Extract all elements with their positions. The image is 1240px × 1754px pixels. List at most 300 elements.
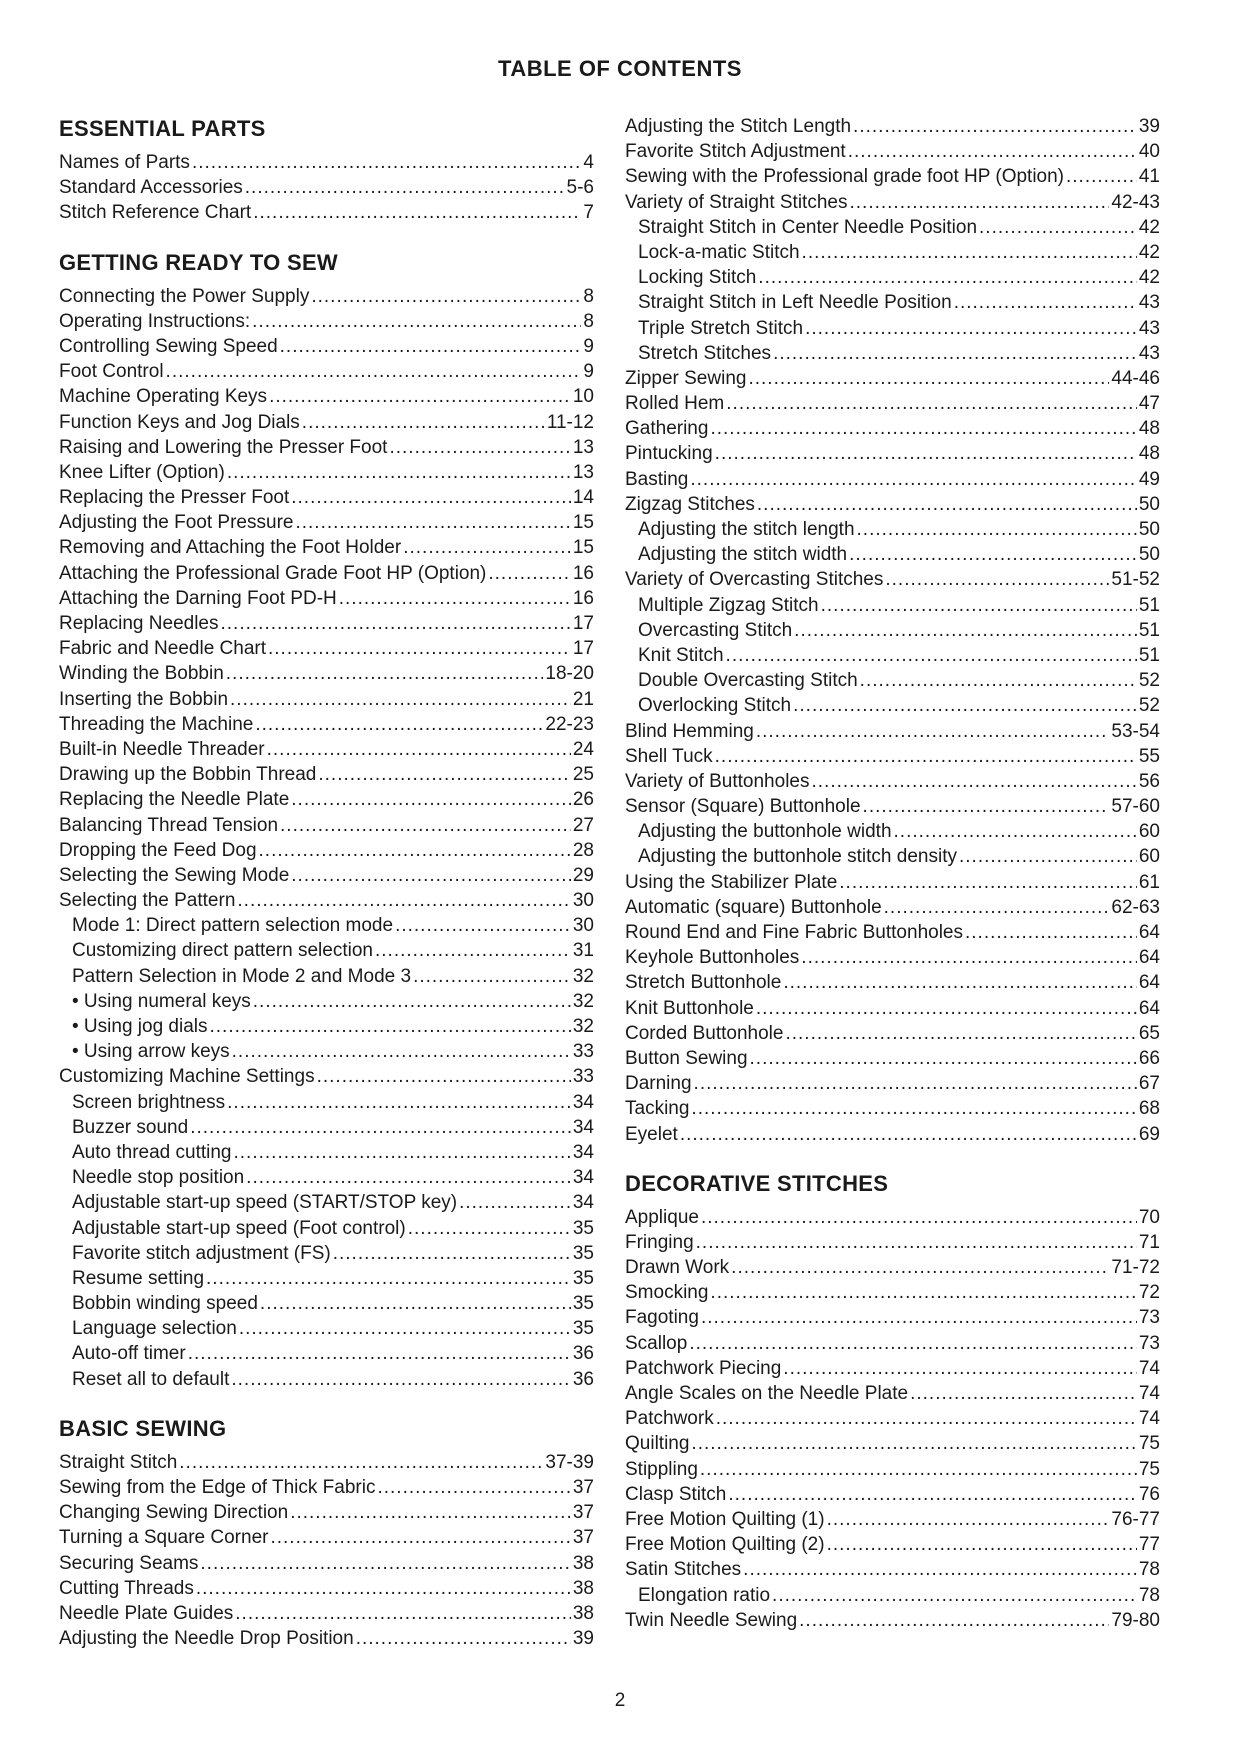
toc-entry-page: 25 (572, 764, 594, 786)
toc-entry[interactable] (625, 1122, 1160, 1147)
toc-entry-title: Variety of Overcasting Stitches (625, 569, 884, 591)
dot-leader (793, 693, 1137, 718)
dot-leader (979, 215, 1137, 240)
toc-entry-page: 37 (572, 1502, 594, 1524)
toc-entry-page: 38 (572, 1602, 594, 1624)
toc-entry[interactable] (625, 1406, 1160, 1431)
toc-entry[interactable] (59, 384, 594, 409)
toc-entry-title: Drawing up the Bobbin Thread (59, 764, 317, 786)
toc-entry-title: Lock-a-matic Stitch (638, 241, 800, 263)
toc-entry[interactable] (59, 1165, 594, 1190)
toc-entry[interactable] (59, 200, 594, 225)
toc-entry[interactable] (625, 618, 1160, 643)
toc-entry-title: Overlocking Stitch (638, 695, 792, 717)
dot-leader (965, 920, 1137, 945)
toc-entry-page: 38 (572, 1577, 594, 1599)
section-heading: DECORATIVE STITCHES (625, 1170, 889, 1196)
dot-leader (885, 567, 1109, 592)
toc-entry[interactable] (625, 1583, 1160, 1608)
dot-leader (954, 290, 1137, 315)
dot-leader (206, 1266, 571, 1291)
toc-entry-title: Tacking (625, 1098, 690, 1120)
toc-entry-title: Attaching the Darning Foot PD-H (59, 587, 337, 609)
toc-entry[interactable] (625, 819, 1160, 844)
toc-entry-title: Dropping the Feed Dog (59, 839, 257, 861)
toc-entry[interactable] (625, 1280, 1160, 1305)
toc-entry[interactable] (59, 661, 594, 686)
dot-leader (689, 1331, 1137, 1356)
toc-entry-title: Replacing Needles (59, 613, 219, 634)
toc-entry-page: 39 (1138, 116, 1160, 137)
toc-entry-page: 42 (1138, 216, 1160, 238)
toc-entry-page: 11-12 (546, 411, 594, 433)
toc-entry-title: Attaching the Professional Grade Foot HP (Option) (59, 562, 487, 584)
toc-entry[interactable] (59, 1291, 594, 1316)
toc-entry[interactable] (625, 1482, 1160, 1507)
toc-entry-title: Securing Seams (59, 1552, 199, 1574)
toc-entry[interactable] (59, 359, 594, 384)
toc-entry-title: Connecting the Power Supply (59, 285, 310, 307)
toc-entry[interactable] (625, 215, 1160, 240)
toc-entry[interactable] (59, 1500, 594, 1525)
toc-entry-title: Balancing Thread Tension (59, 814, 279, 836)
toc-entry[interactable] (625, 265, 1160, 290)
toc-entry-title: Using the Stabilizer Plate (625, 871, 838, 893)
toc-entry-page: 71-72 (1111, 1257, 1160, 1279)
toc-entry-title: Eyelet (625, 1123, 678, 1145)
toc-entry-page: 7 (583, 202, 594, 224)
toc-entry-title: Auto thread cutting (72, 1141, 232, 1163)
dot-leader (280, 334, 582, 359)
toc-entry[interactable] (625, 1096, 1160, 1121)
dot-leader (691, 1431, 1136, 1456)
page-title: TABLE OF CONTENTS (498, 56, 742, 81)
toc-entry[interactable] (59, 1626, 594, 1651)
toc-entry-page: 42 (1138, 241, 1160, 263)
dot-leader (700, 1457, 1137, 1482)
dot-leader (757, 492, 1137, 517)
toc-entry[interactable] (625, 1608, 1160, 1633)
toc-entry[interactable] (625, 1431, 1160, 1456)
dot-leader (196, 1576, 571, 1601)
dot-leader (827, 1507, 1110, 1532)
toc-entry-page: 18-20 (545, 663, 594, 685)
toc-entry-title: Quilting (625, 1433, 690, 1455)
toc-entry[interactable] (59, 284, 594, 309)
toc-entry[interactable] (59, 1241, 594, 1266)
toc-entry-page: 33 (572, 1066, 594, 1088)
toc-entry[interactable] (625, 593, 1160, 618)
toc-entry[interactable] (59, 611, 594, 636)
toc-entry-page: 48 (1138, 418, 1160, 440)
toc-entry-title: Basting (625, 468, 689, 490)
toc-entry-page: 64 (1138, 947, 1160, 969)
toc-entry[interactable] (59, 888, 594, 913)
toc-entry-page: 39 (572, 1628, 594, 1650)
toc-entry-page: 73 (1138, 1332, 1160, 1354)
toc-entry-page: 37 (572, 1527, 594, 1549)
dot-leader (302, 410, 545, 435)
toc-entry[interactable] (59, 435, 594, 460)
toc-entry-page: 70 (1138, 1206, 1160, 1228)
toc-entry-title: Replacing the Needle Plate (59, 789, 290, 811)
toc-entry[interactable] (59, 309, 594, 334)
toc-entry-title: Screen brightness (72, 1091, 226, 1113)
toc-entry-page: 71 (1138, 1231, 1160, 1253)
toc-left-column (59, 114, 594, 1673)
toc-entry[interactable] (625, 1230, 1160, 1255)
toc-entry-title: Darning (625, 1073, 692, 1095)
toc-entry[interactable] (59, 1525, 594, 1550)
toc-entry-title: Auto-off timer (72, 1343, 186, 1365)
toc-entry-page: 53-54 (1111, 720, 1160, 742)
dot-leader (253, 989, 571, 1014)
dot-leader (259, 838, 571, 863)
toc-entry-title: Foot Control (59, 361, 164, 383)
toc-entry-title: Fagoting (625, 1307, 699, 1329)
toc-entry-page: 5-6 (566, 177, 594, 199)
dot-leader (166, 359, 582, 384)
toc-entry-page: 26 (572, 789, 594, 811)
toc-entry-page: 17 (572, 613, 594, 634)
dot-leader (291, 863, 571, 888)
toc-entry[interactable] (625, 164, 1160, 189)
toc-entry-page: 60 (1138, 821, 1160, 843)
toc-entry[interactable] (625, 1557, 1160, 1582)
toc-entry-title: Locking Stitch (638, 267, 757, 289)
toc-entry[interactable] (625, 1381, 1160, 1406)
toc-entry-page: 48 (1138, 443, 1160, 465)
toc-entry-page: 44-46 (1111, 367, 1160, 389)
toc-entry[interactable] (59, 863, 594, 888)
toc-entry[interactable] (625, 441, 1160, 466)
toc-entry[interactable] (625, 668, 1160, 693)
toc-entry[interactable] (625, 870, 1160, 895)
toc-entry-title: Button Sewing (625, 1047, 748, 1069)
toc-entry[interactable] (59, 989, 594, 1014)
toc-entry[interactable] (59, 964, 594, 989)
toc-entry[interactable] (625, 190, 1160, 215)
toc-entry-title: Shell Tuck (625, 745, 713, 767)
toc-entry[interactable] (59, 838, 594, 863)
toc-entry-title: Customizing direct pattern selection (72, 940, 373, 962)
toc-entry-title: Twin Needle Sewing (625, 1609, 798, 1631)
dot-leader (731, 1255, 1109, 1280)
toc-entry-title: Adjustable start-up speed (START/STOP key) (72, 1192, 458, 1214)
dot-leader (226, 661, 544, 686)
toc-entry-title: Gathering (625, 418, 709, 440)
toc-entry[interactable] (625, 1205, 1160, 1230)
dot-leader (270, 1525, 570, 1550)
toc-entry-title: Variety of Straight Stitches (625, 191, 848, 213)
dot-leader (234, 1140, 571, 1165)
toc-entry[interactable] (59, 150, 594, 175)
toc-entry[interactable] (625, 1331, 1160, 1356)
dot-leader (758, 265, 1137, 290)
toc-entry[interactable] (59, 410, 594, 435)
toc-entry-page: 47 (1138, 393, 1160, 415)
toc-entry-title: • Using arrow keys (72, 1041, 230, 1063)
toc-entry[interactable] (625, 391, 1160, 416)
toc-entry[interactable] (59, 1341, 594, 1366)
toc-entry-page: 8 (583, 310, 594, 332)
toc-entry[interactable] (59, 762, 594, 787)
toc-entry-page: 10 (572, 386, 594, 408)
toc-entry-title: Variety of Buttonholes (625, 770, 810, 792)
dot-leader (339, 586, 571, 611)
toc-entry[interactable] (625, 895, 1160, 920)
toc-entry-page: 32 (572, 1016, 594, 1037)
dot-leader (750, 1046, 1137, 1071)
toc-entry[interactable] (625, 970, 1160, 995)
toc-entry[interactable] (59, 586, 594, 611)
toc-entry[interactable] (59, 1064, 594, 1089)
toc-entry[interactable] (59, 737, 594, 762)
toc-entry-page: 49 (1138, 468, 1160, 490)
toc-entry-title: Standard Accessories (59, 177, 243, 199)
section-heading: BASIC SEWING (59, 1415, 227, 1441)
toc-entry[interactable] (59, 334, 594, 359)
toc-entry-page: 15 (572, 537, 594, 559)
dot-leader (1066, 164, 1137, 189)
dot-leader (232, 1039, 571, 1064)
dot-leader (805, 316, 1137, 341)
toc-entry[interactable] (59, 1090, 594, 1115)
toc-entry-page: 30 (572, 890, 594, 912)
toc-section-decorative-stitches (625, 1169, 1160, 1633)
toc-entry[interactable] (59, 1551, 594, 1576)
toc-entry-page: 60 (1138, 846, 1160, 868)
toc-entry-title: Bobbin winding speed (72, 1293, 258, 1315)
toc-entry[interactable] (59, 636, 594, 661)
toc-entry[interactable] (625, 542, 1160, 567)
toc-entry[interactable] (625, 1305, 1160, 1330)
dot-leader (701, 1205, 1137, 1230)
toc-entry[interactable] (625, 366, 1160, 391)
toc-entry-page: 31 (572, 940, 594, 962)
toc-entry[interactable] (59, 1576, 594, 1601)
toc-entry[interactable] (625, 996, 1160, 1021)
toc-entry[interactable] (59, 913, 594, 938)
toc-entry[interactable] (625, 643, 1160, 668)
toc-entry[interactable] (625, 920, 1160, 945)
toc-entry-title: Machine Operating Keys (59, 386, 268, 408)
dot-leader (748, 366, 1109, 391)
toc-entry-page: 27 (572, 814, 594, 836)
dot-leader (694, 1071, 1137, 1096)
dot-leader (413, 964, 571, 989)
dot-leader (715, 744, 1137, 769)
toc-entry-page: 13 (572, 461, 594, 483)
toc-entry-title: Turning a Square Corner (59, 1527, 269, 1549)
toc-entry[interactable] (59, 1601, 594, 1626)
toc-entry-title: Operating Instructions: (59, 310, 251, 332)
toc-entry[interactable] (625, 240, 1160, 265)
toc-entry[interactable] (625, 1071, 1160, 1096)
toc-entry[interactable] (59, 1367, 594, 1392)
toc-entry-page: 17 (572, 638, 594, 660)
toc-entry-page: 69 (1138, 1123, 1160, 1145)
toc-entry[interactable] (59, 1450, 594, 1475)
toc-entry[interactable] (625, 1532, 1160, 1557)
page-number: 2 (614, 1690, 626, 1711)
toc-entry[interactable] (59, 1014, 594, 1039)
toc-entry[interactable] (625, 794, 1160, 819)
toc-entry[interactable] (625, 567, 1160, 592)
toc-entry[interactable] (625, 139, 1160, 164)
toc-entry[interactable] (625, 316, 1160, 341)
toc-entry-page: 38 (572, 1552, 594, 1574)
dot-leader (188, 1341, 571, 1366)
dot-leader (848, 139, 1137, 164)
toc-entry-page: 28 (572, 839, 594, 861)
dot-leader (190, 1115, 571, 1140)
toc-entry-page: 35 (572, 1293, 594, 1315)
toc-right-column (625, 114, 1160, 1655)
toc-entry-page: 8 (583, 285, 594, 307)
toc-entry[interactable] (59, 1039, 594, 1064)
toc-entry-page: 62-63 (1111, 896, 1160, 918)
dot-leader (253, 200, 581, 225)
toc-entry[interactable] (625, 1507, 1160, 1532)
toc-entry[interactable] (59, 460, 594, 485)
toc-entry-title: Clasp Stitch (625, 1483, 727, 1505)
toc-entry-title: Knit Buttonhole (625, 997, 754, 1019)
toc-entry-page: 37 (572, 1477, 594, 1498)
toc-entry-title: Buzzer sound (72, 1116, 189, 1138)
toc-entry-title: Double Overcasting Stitch (638, 670, 858, 692)
toc-entry-page: 50 (1138, 493, 1160, 515)
toc-entry-title: Stretch Stitches (638, 342, 772, 364)
toc-entry[interactable] (625, 114, 1160, 139)
dot-leader (863, 794, 1110, 819)
toc-entry[interactable] (625, 492, 1160, 517)
toc-entry[interactable] (59, 561, 594, 586)
toc-entry[interactable] (625, 1255, 1160, 1280)
toc-entry[interactable] (59, 535, 594, 560)
toc-entry[interactable] (59, 510, 594, 535)
toc-entry[interactable] (625, 693, 1160, 718)
toc-entry[interactable] (59, 787, 594, 812)
toc-entry-page: 43 (1138, 317, 1160, 339)
toc-entry-title: Patchwork (625, 1408, 714, 1430)
toc-entry-title: Adjusting the Stitch Length (625, 116, 852, 137)
toc-entry[interactable] (625, 467, 1160, 492)
toc-entry[interactable] (625, 416, 1160, 441)
toc-entry-title: • Using jog dials (72, 1016, 208, 1037)
toc-entry[interactable] (59, 1266, 594, 1291)
dot-leader (756, 996, 1137, 1021)
toc-entry-page: 50 (1138, 544, 1160, 566)
toc-entry-title: Blind Hemming (625, 720, 754, 742)
toc-entry-page: 30 (572, 915, 594, 937)
toc-entry-title: Multiple Zigzag Stitch (638, 594, 819, 616)
toc-entry-title: Applique (625, 1206, 699, 1228)
toc-entry-page: 64 (1138, 972, 1160, 994)
dot-leader (849, 190, 1109, 215)
toc-entry-page: 35 (572, 1217, 594, 1239)
toc-entry-page: 34 (572, 1141, 594, 1163)
dot-leader (291, 787, 571, 812)
toc-entry-title: Elongation ratio (638, 1584, 771, 1606)
toc-entry-page: 33 (572, 1041, 594, 1063)
toc-entry[interactable] (625, 945, 1160, 970)
section-heading: ESSENTIAL PARTS (59, 116, 266, 141)
toc-entry-page: 24 (572, 738, 594, 760)
toc-entry[interactable] (59, 1190, 594, 1215)
toc-entry-page: 74 (1138, 1408, 1160, 1430)
toc-entry-page: 78 (1138, 1584, 1160, 1606)
dot-leader (290, 1500, 571, 1525)
toc-entry-page: 57-60 (1111, 796, 1160, 818)
toc-entry-title: Triple Stretch Stitch (638, 317, 804, 339)
toc-entry[interactable] (625, 744, 1160, 769)
toc-entry-title: • Using numeral keys (72, 990, 251, 1012)
toc-entry-title: Stippling (625, 1458, 698, 1480)
toc-entry[interactable] (59, 1316, 594, 1341)
toc-entry[interactable] (625, 1356, 1160, 1381)
toc-entry-page: 4 (583, 152, 594, 173)
toc-entry[interactable] (625, 719, 1160, 744)
toc-entry[interactable] (625, 341, 1160, 366)
toc-entry-title: Selecting the Pattern (59, 890, 236, 912)
toc-entry[interactable] (59, 485, 594, 510)
toc-entry[interactable] (59, 712, 594, 737)
toc-entry[interactable] (625, 1021, 1160, 1046)
toc-entry[interactable] (625, 844, 1160, 869)
toc-entry-page: 75 (1138, 1458, 1160, 1480)
dot-leader (389, 435, 570, 460)
toc-entry-page: 64 (1138, 922, 1160, 943)
toc-entry[interactable] (59, 938, 594, 963)
toc-entry-title: Smocking (625, 1282, 709, 1304)
toc-entry-title: Adjusting the stitch width (638, 544, 848, 566)
dot-leader (726, 643, 1137, 668)
toc-entry-title: Needle Plate Guides (59, 1602, 234, 1624)
toc-entry[interactable] (59, 175, 594, 200)
toc-entry[interactable] (59, 1216, 594, 1241)
toc-entry-title: Pattern Selection in Mode 2 and Mode 3 (72, 965, 412, 987)
dot-leader (884, 895, 1110, 920)
toc-entry[interactable] (59, 1475, 594, 1500)
dot-leader (395, 913, 571, 938)
dot-leader (710, 416, 1136, 441)
dot-leader (785, 1021, 1136, 1046)
dot-leader (252, 309, 581, 334)
toc-entry[interactable] (59, 813, 594, 838)
toc-entry-title: Drawn Work (625, 1257, 730, 1279)
toc-entry-title: Selecting the Sewing Mode (59, 864, 290, 886)
toc-entry[interactable] (625, 1046, 1160, 1071)
toc-entry[interactable] (59, 1115, 594, 1140)
toc-entry[interactable] (59, 687, 594, 712)
dot-leader (356, 1626, 571, 1651)
toc-entry[interactable] (625, 1457, 1160, 1482)
toc-entry-page: 68 (1138, 1098, 1160, 1120)
toc-entry-page: 16 (572, 562, 594, 584)
dot-leader (690, 467, 1136, 492)
toc-entry-title: Winding the Bobbin (59, 663, 224, 685)
toc-entry[interactable] (625, 769, 1160, 794)
dot-leader (783, 970, 1137, 995)
toc-entry[interactable] (625, 517, 1160, 542)
toc-entry-page: 61 (1138, 871, 1160, 893)
toc-entry[interactable] (625, 290, 1160, 315)
dot-leader (701, 1305, 1137, 1330)
toc-entry-page: 32 (572, 965, 594, 987)
toc-entry[interactable] (59, 1140, 594, 1165)
toc-entry-page: 66 (1138, 1047, 1160, 1069)
